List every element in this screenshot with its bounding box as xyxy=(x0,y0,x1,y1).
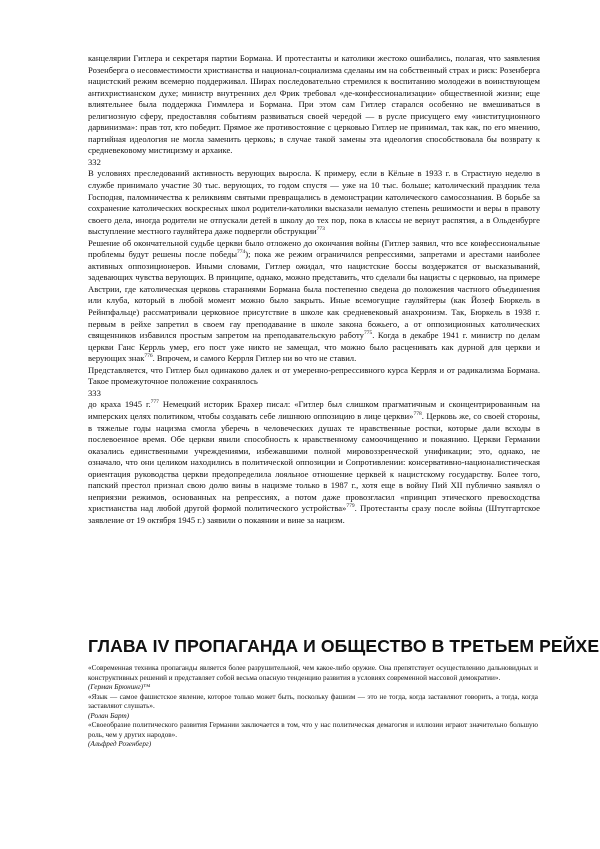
page-number: 333 xyxy=(88,387,101,398)
epigraph-author: (Ролан Барт) xyxy=(88,711,130,720)
footnote-marker: 779 xyxy=(346,503,355,510)
page-number: 332 xyxy=(88,156,101,167)
paragraph: Решение об окончательной судьбе церкви было отложено до окончания войны (Гитлер заявил, что все конфессиональные проблемы будут решены после победы$^{774}$); пока же режим ограничился репрессиями, запретами и арестами наиболее активных оппозиционеров. Иными словами, Гитлер ожидал, что нацистские боссы воздержатся от высказываний, задевающих чувства верующих. В принципе, однако, можно представить, что сделали бы нацисты с церковью, на примере Австрии, где католическая церковь стараниями Бормана была постепенно сведена до положения частного объединения или клуба, который в любой момент можно было закрыть. Иные всемогущие гауляйтеры (как Йозеф Бюркель в Рейнпфальце) рассматривали церковное присутствие в школе как средневековый анахронизм. Так, Бюркель в 1938 г. первым в рейхе запретил в своем гау преподавание в школе закона божьего, а от оппозиционных католических священников избавился простым запретом на преподавательскую работу$^{775}$. Когда в декабре 1941 г. министр по делам церкви Ганс Керрль умер, его пост уже никто не замещал, что можно было расценивать как дурной для церкви и верующих знак$^{776}$. Впрочем, и самого Керрля Гитлер ни во что не ставил. xyxy=(88,237,541,364)
footnote-marker: 774 xyxy=(237,249,246,256)
epigraph-quote: «Своеобразие политического развития Германии заключается в том, что у нас политическая демагогия и иллюзии играют значительно большую роль, чем у других народов». xyxy=(88,721,538,739)
footnote-marker: 778 xyxy=(413,410,422,417)
footnote-marker: 775 xyxy=(363,330,373,337)
body-text xyxy=(88,53,540,526)
epigraph-quote: «Язык — самое фашистское явление, которое только может быть, поскольку фашизм — это не тогда, когда заставляют говорить, а тогда, когда заставляют слушать». xyxy=(88,692,538,710)
epigraph-author: (Герман Брюнинг)™ xyxy=(88,683,151,691)
paragraph: до краха 1945 г.$^{777}$ Немецкий историк Брахер писал: «Гитлер был слишком прагматичным и сконцентрированным на имперских целях политиком, чтобы создавать себе лишнюю оппозицию в лице церкви»$^{778}$. Церковь же, со своей стороны, в тяжелые годы нацизма смогла уберечь в человеческих душах те нравственные ростки, которые дали всходы в послевоенное время. Обе церкви явили способность к нравственному самоочищению и покаянию. Церкви Германии оказались единственными учреждениями, избежавшими полной мировоззренческой унификации; это, однако, не означало, что они целиком находились в политической оппозиции и Сопротивлении: консервативно-националистическая ориентация руководства церкви предопределила лояльное отношение церквей к нацистскому государству. Более того, папский престол признал свою долю вины в нацизме только в 1987 г., хотя еще в войну Пий XII публично заявлял о неприязни режимов, основанных на репрессиях, а потом даже провозгласил «принцип этического превосходства христианства над любой другой формой политического устройства»$^{779}$. Протестанты сразу после войны (Штутгартское заявление от 19 октября 1945 г.) заявили о покаянии и вине за нацизм. xyxy=(88,399,540,525)
epigraphs xyxy=(88,664,538,750)
paragraph: Представляется, что Гитлер был одинаково далек и от умеренно-репрессивного курса Керрля и от радикализма Бормана. Такое промежуточное положение сохранялось xyxy=(88,364,540,387)
footnote-marker: 776 xyxy=(144,353,153,360)
epigraph-quote: «Современная техника пропаганды является более разрушительной, чем какое-либо оружие. Она препятствует осуществлению дальновидных и конструктивных решений и представляет собой весьма опасную тенденцию развития в условиях современной массовой демократии». xyxy=(88,664,538,682)
chapter-heading: ГЛАВА IV ПРОПАГАНДА И ОБЩЕСТВО В ТРЕТЬЕМ РЕЙХЕ xyxy=(88,636,600,656)
epigraph-author: (Альфред Розенберг) xyxy=(88,740,152,748)
footnote-marker: 773 xyxy=(316,226,325,233)
paragraph: В условиях преследований активность верующих выросла. К примеру, если в Кёльне в 1933 г. в Страстную неделю в службе принимало участие 30 тыс. верующих, то годом спустя — уже на 10 тыс. больше; католический праздник тела Господня, паломничества к реликвиям святыми превращались в демонстрации католического самосознания. В борьбе за сохранение католических воскресных школ родители-католики высказали немалую степень решимости и веры в правоту своего дела, иногда родители не отпускали детей в школу до тех пор, пока в классы не вернут распятия, а в Ольденбурге выступление местного гауляйтера даже подвергли обструкции$^{773}$ xyxy=(88,168,540,237)
paragraph: канцелярии Гитлера и секретаря партии Бормана. И протестанты и католики жестоко ошибались, полагая, что заявления Розенберга о несовместимости христианства и национал-социализма сделаны им на собственный страх и риск: Розенберга нацистский режим всемерно поддерживал. Ширах последовательно стремился к воспитанию молодежи в воинствующем антихристианском духе; министр внутренних дел Фрик требовал «де-конфессионализации» общественной жизни; еще влиятельнее была поддержка Гиммлера и Бормана. При этом сам Гитлер старался особенно не вмешиваться в религиозную сферу, предоставляя событиям развиваться своей чередой — в русле присущего ему «институционного дарвинизма»: прав тот, кто победит. Прямое же противостояние с церковью Гитлер не принимал, так как, по его мнению, партийная идеология не могла заменить церковь; в случае такой замены эта идеология способствовала бы возврату к средневековому мистицизму и архаике. xyxy=(88,53,540,156)
footnote-marker: 777 xyxy=(150,399,159,406)
